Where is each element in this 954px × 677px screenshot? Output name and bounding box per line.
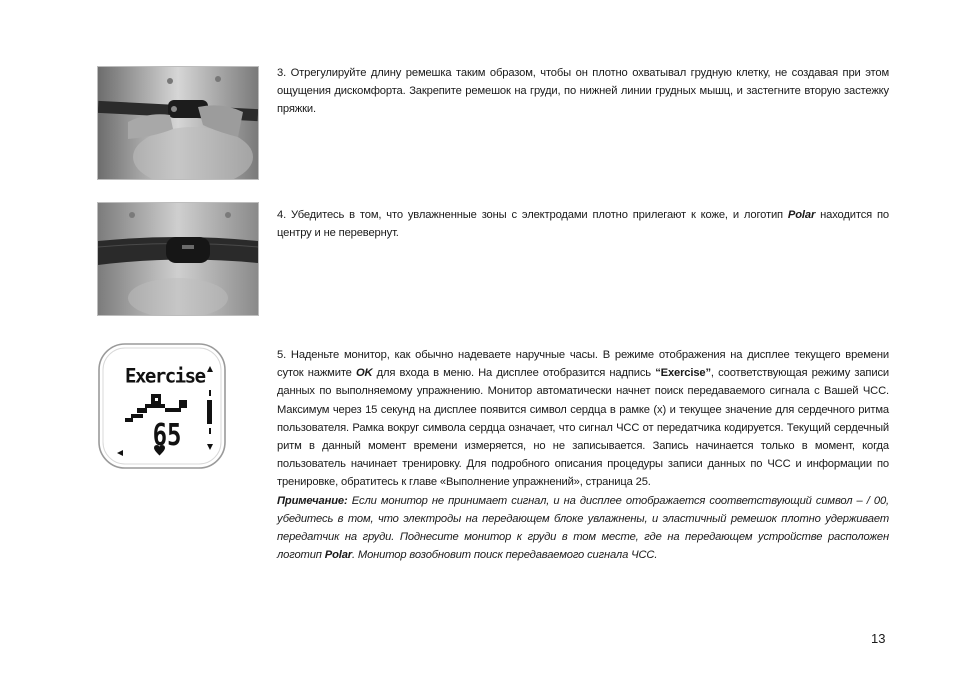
step-3-paragraph: 3. Отрегулируйте длину ремешка таким образом, чтобы он плотно охватывал грудную клетку, не создавая при этом ощущения дискомфорта. Закрепите ремешок на груди, по нижней линии грудных мышц, и застегните вторую застежку пряжки. — [277, 67, 889, 116]
watch-display — [97, 342, 231, 470]
step-4-text: 4. Убедитесь в том, что увлажненные зоны с электродами плотно прилегают к коже, и логотип Polar находится по центру и не перевернут. — [277, 209, 889, 240]
polar-logo-text: Polar — [787, 209, 816, 221]
page-number: 13 — [871, 631, 886, 646]
photo-strap-worn — [97, 202, 259, 316]
note-label: Примечание: — [277, 494, 348, 507]
exercise-label: “Exercise” — [655, 367, 711, 380]
ok-button-label: OK — [355, 367, 373, 380]
watch-title-exercise: Exercise — [125, 364, 205, 388]
photo-strap-adjust — [97, 66, 259, 180]
step-5-text: 5. Наденьте монитор, как обычно надеваете наручные часы. В режиме отображения на дисплее текущего времени суток нажмите OK для входа в меню. На дисплее отобразится надпись “Exercise”, соответствующая режиму записи данных по выполняемому упражнению. Монитор автоматически начнет поиск передаваемого сигнала с Вашей ЧСС. Максимум через 15 секунд на дисплее появится символ сердца в рамке (x) и текущее значение для сердечного ритма пользователя. Рамка вокруг символа сердца означает, что сигнал ЧСС от передатчика кодируется. Текущий сердечный ритм в данный момент времени измеряется, но не записывается. Запись начинается только в момент, когда пользователь начинает тренировку. Для подробного описания процедуры записи данных по ЧСС и информации по тренировке, обратитесь к главе «Выполнение упражнений», страница 25. Примечание: Если монитор не принимает сигнал, и на дисплее отображается соответствующий символ – / 00, убедитесь в том, что электроды на передающем блоке увлажнены, и эластичный ремешок плотно удерживает передатчик на груди. Поднесите монитор к груди в том месте, где на передающем устройстве расположен логотип Polar. Монитор возобновит поиск передаваемого сигнала ЧСС. — [277, 349, 889, 562]
watch-heart-rate: 65 — [152, 418, 182, 453]
note-text: Если монитор не принимает сигнал, и на дисплее отображается соответствующий символ – / 00, убедитесь в том, что электроды на передающем блоке увлажнены, и эластичный ремешок плотно удерживает передатчик на груди. Поднесите монитор к груди в том месте, где на передающем устройстве расположен логотип — [277, 494, 889, 562]
step-3-text — [277, 64, 889, 119]
